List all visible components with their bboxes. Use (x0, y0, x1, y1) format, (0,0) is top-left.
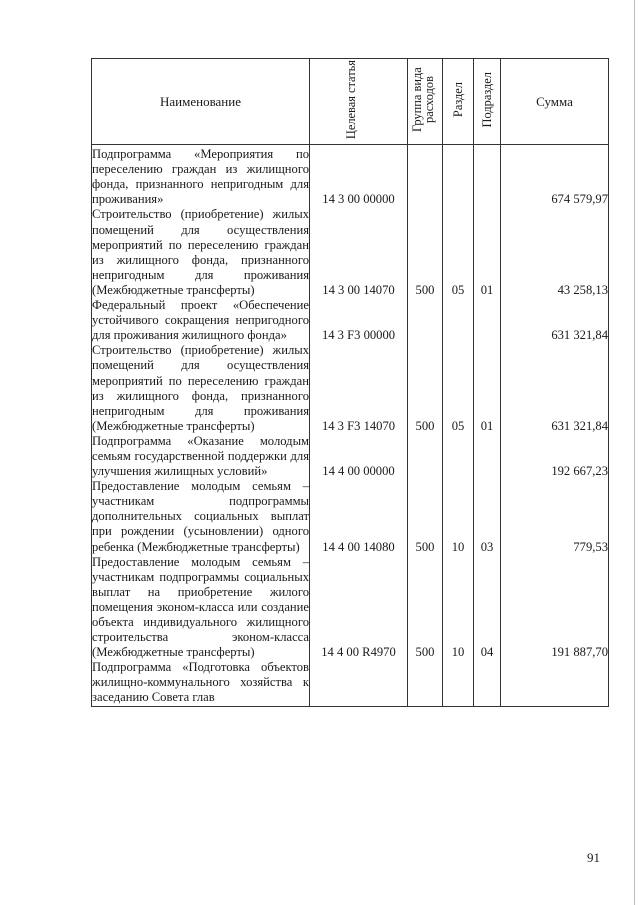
row-target-article: 14 4 00 14080 (310, 479, 408, 554)
row-expense-group: 500 (408, 207, 443, 298)
row-name: Предоставление молодым семьям – участникам подпрограммы социальных выплат на приобретение жилого помещения эконом-класса или создание объекта индивидуального жилищного строительства эконом-класса (Межбюджетные трансферты) (92, 554, 309, 660)
budget-table (91, 58, 609, 707)
row-section (443, 298, 474, 343)
row-section: 05 (443, 343, 474, 434)
row-expense-group: 500 (408, 343, 443, 434)
table-row (92, 343, 609, 434)
row-name: Федеральный проект «Обеспечение устойчивого сокращения непригодного для проживания жилищного фонда» (92, 298, 309, 343)
row-expense-group (408, 660, 443, 706)
row-expense-group (408, 298, 443, 343)
scan-edge-divider (634, 0, 635, 905)
row-subsection (474, 434, 501, 479)
row-section (443, 145, 474, 208)
row-target-article: 14 4 00 R4970 (310, 555, 408, 661)
row-name: Строительство (приобретение) жилых помещений для осуществления мероприятий по переселению граждан из жилищного фонда, признанного непригодным для проживания (Межбюджетные трансферты) (92, 343, 309, 433)
row-subsection: 01 (474, 343, 501, 434)
row-name: Подпрограмма «Оказание молодым семьям государственной поддержки для улучшения жилищных условий» (92, 433, 309, 479)
header-section: Раздел (443, 59, 474, 145)
table-row (92, 298, 609, 343)
table-row (92, 207, 609, 298)
row-name: Строительство (приобретение) жилых помещений для осуществления мероприятий по переселению граждан из жилищного фонда, признанного непригодным для проживания (Межбюджетные трансферты) (92, 207, 309, 297)
row-expense-group (408, 145, 443, 208)
row-target-article (310, 660, 408, 706)
row-target-article: 14 4 00 00000 (310, 434, 408, 479)
row-name: Подпрограмма «Подготовка объектов жилищно-коммунального хозяйства к заседанию Совета глав (92, 660, 309, 705)
row-sum: 43 258,13 (501, 207, 609, 298)
table-body (92, 145, 609, 706)
row-section (443, 434, 474, 479)
row-target-article: 14 3 F3 00000 (310, 298, 408, 343)
row-section (443, 660, 474, 706)
row-subsection (474, 660, 501, 706)
row-subsection: 03 (474, 479, 501, 554)
table-row (92, 434, 609, 479)
row-subsection: 04 (474, 555, 501, 661)
header-sum: Сумма (501, 59, 609, 145)
table-row (92, 555, 609, 661)
table-row (92, 479, 609, 554)
row-expense-group: 500 (408, 555, 443, 661)
row-sum: 192 667,23 (501, 434, 609, 479)
header-name: Наименование (92, 59, 310, 145)
row-sum: 674 579,97 (501, 145, 609, 208)
row-target-article: 14 3 00 14070 (310, 207, 408, 298)
row-expense-group: 500 (408, 479, 443, 554)
row-subsection: 01 (474, 207, 501, 298)
row-sum: 631 321,84 (501, 343, 609, 434)
row-expense-group (408, 434, 443, 479)
table-row (92, 145, 609, 208)
header-expense-group: Группа вида расходов (408, 59, 443, 145)
row-sum (501, 660, 609, 706)
row-subsection (474, 145, 501, 208)
table-row (92, 660, 609, 706)
row-name: Предоставление молодым семьям – участникам подпрограммы дополнительных социальных выплат при рождении (усыновлении) одного ребенка (Межбюджетные трансферты) (92, 479, 309, 554)
header-subsection: Подраздел (474, 59, 501, 145)
row-sum: 779,53 (501, 479, 609, 554)
row-section: 05 (443, 207, 474, 298)
row-section: 10 (443, 479, 474, 554)
row-section: 10 (443, 555, 474, 661)
table-header (92, 59, 609, 145)
header-target-article: Целевая статья (310, 59, 408, 145)
row-subsection (474, 298, 501, 343)
row-target-article: 14 3 F3 14070 (310, 343, 408, 434)
row-target-article: 14 3 00 00000 (310, 145, 408, 208)
row-sum: 631 321,84 (501, 298, 609, 343)
row-name: Подпрограмма «Мероприятия по переселению граждан из жилищного фонда, признанного непригодным для проживания» (92, 145, 310, 208)
row-sum: 191 887,70 (501, 555, 609, 661)
page-number: 91 (587, 850, 600, 865)
